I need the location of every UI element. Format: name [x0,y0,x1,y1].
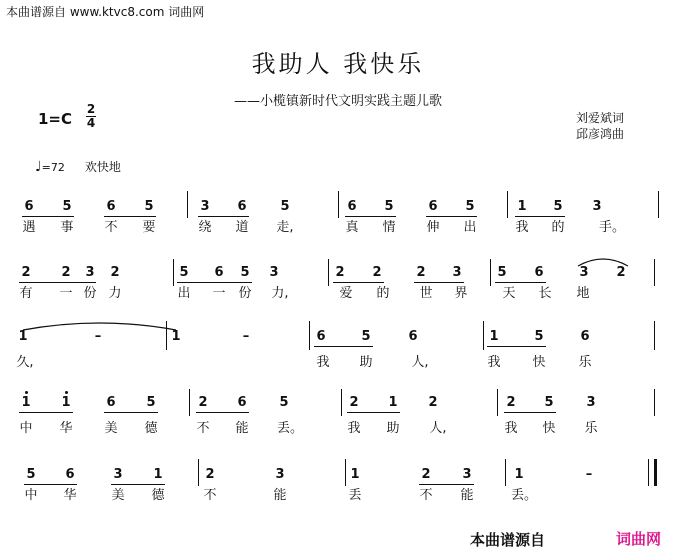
note: 1 [489,329,499,344]
bar-line [654,321,655,350]
lyric: 丢 [348,488,362,503]
note: 5 [361,329,371,344]
lyric: 一 [59,286,73,301]
beam-underline [22,216,74,217]
note: 3 [462,467,472,482]
beam-underline [495,282,546,283]
final-bar-thin [648,459,649,486]
bar-line [173,259,174,286]
note: 3 [200,199,210,214]
note: 6 [408,329,418,344]
note: 3 [113,467,123,482]
octave-dot [25,391,28,394]
bar-line [497,389,498,416]
tie-curve [23,323,176,330]
beam-underline [198,216,249,217]
lyric: 要 [142,220,156,235]
bar-line [654,259,655,286]
note: – [94,329,102,344]
bar-line [309,321,310,350]
note: 5 [179,265,189,280]
beam-underline [333,282,384,283]
beam-underline [515,216,565,217]
lyric: 世 [419,286,433,301]
tie-slur [18,318,181,332]
octave-dot [65,391,68,394]
lyric: 助 [359,355,373,370]
note: 1 [21,395,31,410]
lyric: 份 [83,286,97,301]
lyric: 走, [276,220,294,235]
bar-line [483,321,484,350]
bar-line [328,259,329,286]
lyric: 我 [316,355,330,370]
note: 6 [214,265,224,280]
beam-underline [426,216,477,217]
lyricist-credit: 刘爱斌词 [576,111,625,125]
tie-curve [578,259,628,266]
lyric: 的 [376,286,390,301]
beam-underline [24,484,77,485]
note: 5 [146,395,156,410]
bar-line [189,389,190,416]
bar-line [341,389,342,416]
beam-underline [419,484,474,485]
note: 2 [416,265,426,280]
note: 5 [553,199,563,214]
note: 1 [171,329,181,344]
lyric: 我 [515,220,529,235]
note: 3 [579,265,589,280]
lyric: 美 [111,488,125,503]
lyric: 真 [345,220,359,235]
lyric: 力, [271,286,289,301]
note: 6 [580,329,590,344]
lyric: 不 [419,488,433,503]
lyric: 美 [104,421,118,436]
lyric: 情 [382,220,396,235]
lyric: 德 [144,421,158,436]
note: – [242,329,250,344]
lyric: 出 [177,286,191,301]
credits [576,110,624,142]
note: 2 [349,395,359,410]
beam-underline [19,412,73,413]
note: 2 [61,265,71,280]
note: 5 [465,199,475,214]
note: 2 [205,467,215,482]
note: 2 [335,265,345,280]
bar-line [198,459,199,486]
beam-underline [347,412,400,413]
note: 1 [517,199,527,214]
note: 5 [144,199,154,214]
note: 6 [534,265,544,280]
lyric: 我 [487,355,501,370]
note: 1 [350,467,360,482]
lyric: 界 [454,286,468,301]
note: 1 [153,467,163,482]
lyric: 天 [502,286,516,301]
note: 5 [279,395,289,410]
lyric: 快 [542,421,556,436]
note: 2 [21,265,31,280]
note: 5 [240,265,250,280]
footer-source: 本曲谱源自 [470,531,546,549]
note: 2 [506,395,516,410]
tempo-marking [35,158,121,175]
note: 5 [534,329,544,344]
bar-line [505,459,506,486]
lyric: 力 [108,286,122,301]
beam-underline [504,412,556,413]
lyric: 不 [203,488,217,503]
bar-line [658,191,659,218]
lyric: 中 [24,488,38,503]
lyric: 的 [551,220,565,235]
beam-underline [104,216,156,217]
tie-slur [573,254,633,268]
note: 6 [24,199,34,214]
note: 6 [316,329,326,344]
lyric: 爱 [339,286,353,301]
bar-line [490,259,491,286]
note: 5 [384,199,394,214]
lyric: 乐 [584,421,598,436]
lyric: 事 [60,220,74,235]
note: 5 [544,395,554,410]
note: 3 [452,265,462,280]
lyric: 我 [347,421,361,436]
bar-line [345,459,346,486]
final-bar-thick [654,459,657,486]
lyric: 出 [463,220,477,235]
note: 1 [18,329,28,344]
note: 1 [514,467,524,482]
beam-underline [196,412,249,413]
note: 2 [372,265,382,280]
footer-brand-logo: 词曲网 [616,530,662,548]
lyric: 份 [238,286,252,301]
beam-underline [414,282,464,283]
lyric: 我 [504,421,518,436]
lyric: 不 [104,220,118,235]
tempo-bpm: =72 [41,161,65,174]
note: 6 [237,395,247,410]
note: 5 [497,265,507,280]
note: 5 [280,199,290,214]
note: – [585,467,593,482]
lyric: 丢。 [510,488,538,503]
tempo-expression: 欢快地 [84,160,121,174]
lyric: 德 [151,488,165,503]
lyric: 一 [212,286,226,301]
note: 3 [586,395,596,410]
note: 2 [616,265,626,280]
beam-underline [177,282,252,283]
lyric: 伸 [426,220,440,235]
note: 5 [62,199,72,214]
lyric: 遇 [22,220,36,235]
beam-underline [314,346,373,347]
note: 3 [275,467,285,482]
note: 6 [428,199,438,214]
lyric: 有 [19,286,33,301]
note: 3 [85,265,95,280]
note: 2 [428,395,438,410]
time-signature-top: 2 [86,102,96,116]
beam-underline [345,216,396,217]
beam-underline [19,282,96,283]
note: 2 [198,395,208,410]
source-header: 本曲谱源自 www.ktvc8.com 词曲网 [6,5,205,19]
lyric: 不 [196,421,210,436]
lyric: 华 [63,488,77,503]
note: 6 [65,467,75,482]
note: 3 [592,199,602,214]
lyric: 人, [429,421,447,436]
lyric: 华 [59,421,73,436]
note: 3 [269,265,279,280]
note: 6 [237,199,247,214]
beam-underline [487,346,546,347]
time-signature [85,103,97,130]
composer-credit: 邱彦鸿曲 [576,127,625,141]
lyric: 道 [235,220,249,235]
lyric: 手。 [598,220,626,235]
beam-underline [111,484,165,485]
note: 2 [110,265,120,280]
lyric: 能 [235,421,249,436]
lyric: 能 [273,488,287,503]
note: 6 [106,199,116,214]
bar-line [338,191,339,218]
lyric: 快 [532,355,546,370]
note: 1 [388,395,398,410]
bar-line [654,389,655,416]
time-signature-bottom: 4 [86,116,96,130]
song-title: 我助人 我快乐 [251,50,425,78]
note: 6 [106,395,116,410]
lyric: 人, [411,355,429,370]
lyric: 地 [576,286,590,301]
lyric: 长 [538,286,552,301]
quarter-note-icon: ♩ [35,159,42,175]
note: 6 [347,199,357,214]
key-signature: 1=C [38,110,73,128]
lyric: 久, [16,355,34,370]
lyric: 能 [460,488,474,503]
lyric: 丢。 [276,421,304,436]
bar-line [187,191,188,218]
note: 2 [421,467,431,482]
note: 5 [26,467,36,482]
bar-line [507,191,508,218]
song-subtitle: ——小榄镇新时代文明实践主题儿歌 [233,94,442,109]
lyric: 乐 [578,355,592,370]
beam-underline [104,412,158,413]
note: 1 [61,395,71,410]
lyric: 绕 [198,220,212,235]
lyric: 中 [19,421,33,436]
lyric: 助 [386,421,400,436]
